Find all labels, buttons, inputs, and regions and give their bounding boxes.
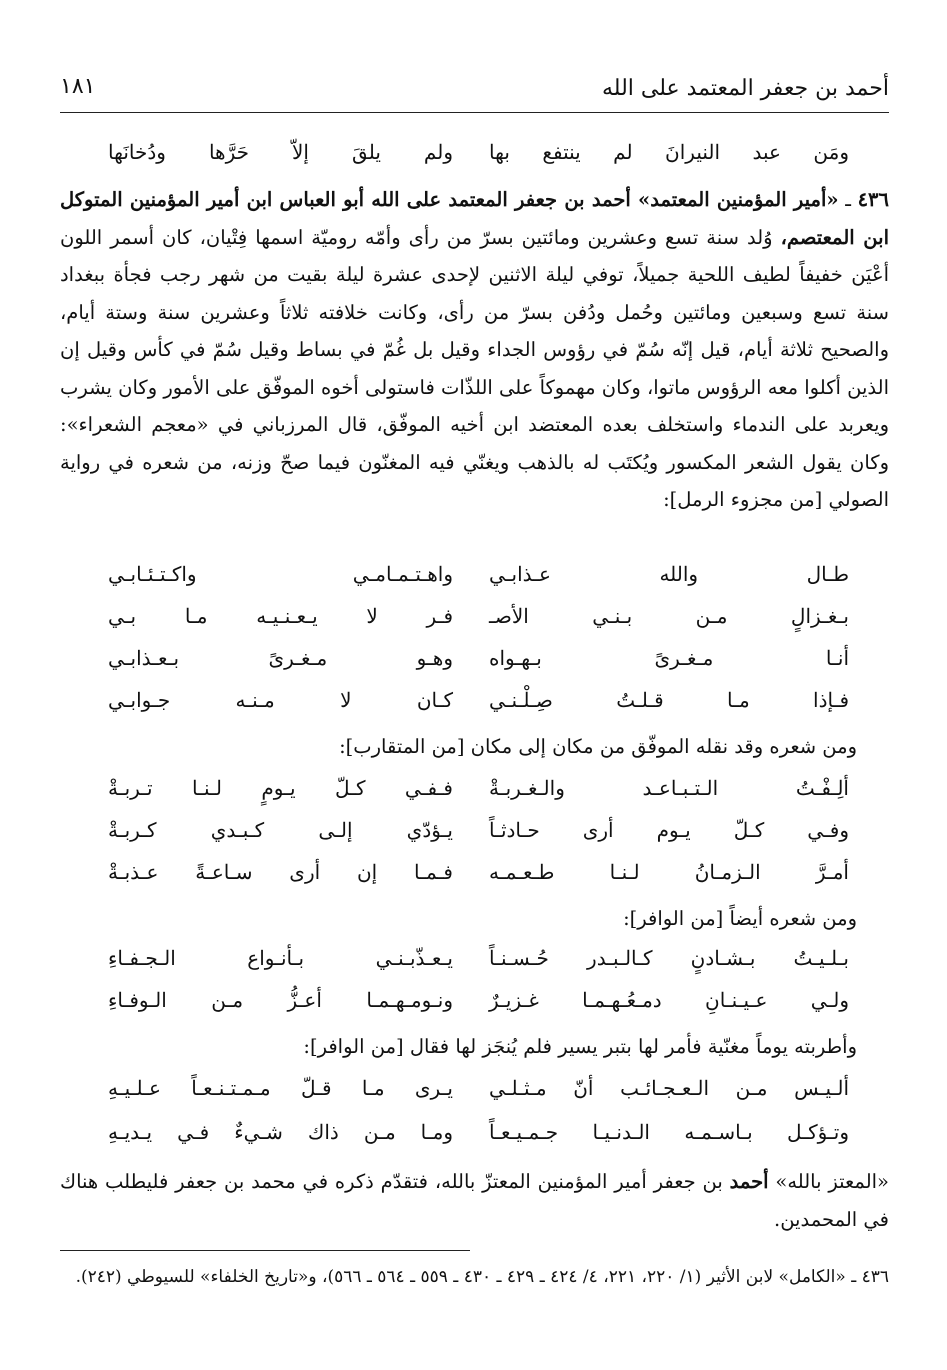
verse-hemistich-right: ومَن عبد النيرانَ لم ينتفع بها <box>489 140 849 164</box>
cross-reference-text: بن جعفر أمير المؤمنين المعتزّ بالله، فتقدّم ذكره في محمد بن جعفر فليطلب هناك في المحمدين. <box>60 1170 889 1231</box>
verse-hemistich-right: ألِـفْـتُ الـتـبـاعـد والـغـربـةْ <box>489 776 849 800</box>
verse-hemistich-right: بـغـزالٍ مـن بـنـي الأصـ <box>489 604 849 628</box>
cross-reference-name: أحمد <box>729 1170 769 1193</box>
poem4-verse-1 <box>60 1076 889 1112</box>
poem2-intro: ومن شعره وقد نقله الموفّق من مكان إلى مكان [من المتقارب]: <box>339 735 857 758</box>
entry-text: وُلد سنة تسع وعشرين ومائتين بسرّ من رأى وأمّه روميّة اسمها فِتْيان، كان أسمر اللون أعْيَن خفيفاً لطيف اللحية جميلاً، توفي ليلة الاثنين لإحدى عشرة ليلة بقيت من شهر رجب فجأة ببغداد سنة تسع وسبعين ومائتين وحُمل ودُفن بسرّ من رأى، وكانت خلافته ثلاثاً وعشرين سنة وستة أيام، والصحيح ثلاثة أيام، قيل إنّه سُمّ في رؤوس الجداء وقيل بل غُمّ في بساط وقيل سُمّ في كأس وقيل إن الذين أكلوا معه الرؤوس ماتوا، وكان مهموكاً على اللذّات فاستولى أخوه الموفّق على الأمور وكان يشرب ويعربد على الندماء واستخلف بعده المعتضد ابن أخيه الموفّق، قال المرزباني في «معجم الشعراء»: وكان يقول الشعر المكسور ويُكتَب له بالذهب ويغنّي فيه المغنّون فيما صحّ وزنه، من شعره في رواية الصولي [من مجزوء الرمل]: <box>60 225 889 511</box>
poem1-verse-3 <box>60 646 889 682</box>
poem4-verse-2 <box>60 1120 889 1156</box>
verse-hemistich-left: واهـتـمـامـي واكـتـئـابـي <box>108 562 453 586</box>
verse-hemistich-left: وهـو مـغـرىً بـعـذابـي <box>108 646 453 670</box>
verse-hemistich-left: يـرى مـا قـلّ مـمـتـنـعـاً عـلـيـهِ <box>108 1076 453 1100</box>
entry-heading: «أمير المؤمنين المعتمد» أحمد بن جعفر المعتمد على الله أبو العباس ابن أمير المؤمنين المتوكل ابن المعتصم، <box>60 188 889 249</box>
footnote-rule <box>60 1250 470 1251</box>
verse-hemistich-right: ألـيـس مـن الـعـجـائـب أنّ مـثـلـي <box>489 1076 849 1100</box>
page-number: ١٨١ <box>60 74 96 99</box>
poem3-verse-2 <box>60 988 889 1024</box>
verse-hemistich-right: ولـي عـيـنـانِ دمـعُـهـمـا غـزيـرٌ <box>489 988 849 1012</box>
verse-hemistich-right: أنـا مـغـرىً بـهـواه <box>489 646 849 670</box>
poem1-verse-2 <box>60 604 889 640</box>
poem3-verse-1 <box>60 946 889 982</box>
footnote: ٤٣٦ ـ «الكامل» لابن الأثير (١/ ٢٢٠، ٢٢١، ٤/ ٤٢٤ ـ ٤٢٩ ـ ٤٣٠ ـ ٥٥٩ ـ ٥٦٤ ـ ٥٦٦)، و«تاريخ الخلفاء» للسيوطي (٢٤٢). <box>75 1267 889 1287</box>
opening-verse <box>60 140 889 176</box>
verse-hemistich-right: وتـؤكـل بـاسـمـه الـدنـيـا جـمـيـعـاً <box>489 1120 849 1144</box>
verse-hemistich-left: فـفـي كـلّ يـومٍ لـنـا تـربـةْ <box>108 776 453 800</box>
entry-number: ٤٣٦ <box>857 188 889 211</box>
verse-hemistich-left: يـعـذّبـنـي بـأنـواع الـجـفـاءِ <box>108 946 453 970</box>
poem4-intro: وأطربته يوماً مغنّية فأمر لها بتبر يسير فلم يُنجَز لها فقال [من الوافر]: <box>303 1035 857 1058</box>
verse-hemistich-left: فـمـا إن أرى سـاعـةً عـذبـةْ <box>108 860 453 884</box>
poem2-verse-3 <box>60 860 889 896</box>
poem1-verse-4 <box>60 688 889 724</box>
running-title: أحمد بن جعفر المعتمد على الله <box>602 76 889 101</box>
verse-hemistich-right: أمـرَّ الـزمـانُ لـنـا طـعـمـه <box>489 860 849 884</box>
poem2-verse-1 <box>60 776 889 812</box>
verse-hemistich-left: فـر لا يـعـنـيـه مـا بـي <box>108 604 453 628</box>
poem3-intro: ومن شعره أيضاً [من الوافر]: <box>623 907 857 930</box>
poem1-verse-1 <box>60 562 889 598</box>
verse-hemistich-right: فـإذا مـا قـلـتُ صِـلْـنـي <box>489 688 849 712</box>
verse-hemistich-right: طـال والله عـذابـي <box>489 562 849 586</box>
verse-hemistich-right: بـلـيـتُ بـشـادنٍ كـالـبـدر حُـسـنـاً <box>489 946 849 970</box>
cross-reference-lead: «المعتز بالله» <box>768 1170 889 1193</box>
header-rule <box>60 112 889 113</box>
cross-reference-paragraph <box>60 1163 889 1238</box>
page-header <box>60 70 889 110</box>
verse-hemistich-left: ونـومـهـمـا أعـزُّ مـن الـوفـاءِ <box>108 988 453 1012</box>
poem2-verse-2 <box>60 818 889 854</box>
verse-hemistich-right: وفـي كـلّ يـوم أرى حـادثـاً <box>489 818 849 842</box>
verse-hemistich-left: يـؤدّي إلـى كـبـدي كـربـةْ <box>108 818 453 842</box>
verse-hemistich-left: ولم يلقَ إلاّ حَرَّها ودُخانَها <box>108 140 453 164</box>
verse-hemistich-left: ومـا مـن ذاك شـيءٌ فـي يـديـهِ <box>108 1120 453 1144</box>
entry-paragraph <box>60 181 889 519</box>
verse-hemistich-left: كـان لا مـنـه جـوابـي <box>108 688 453 712</box>
entry-dash: ـ <box>838 188 858 211</box>
